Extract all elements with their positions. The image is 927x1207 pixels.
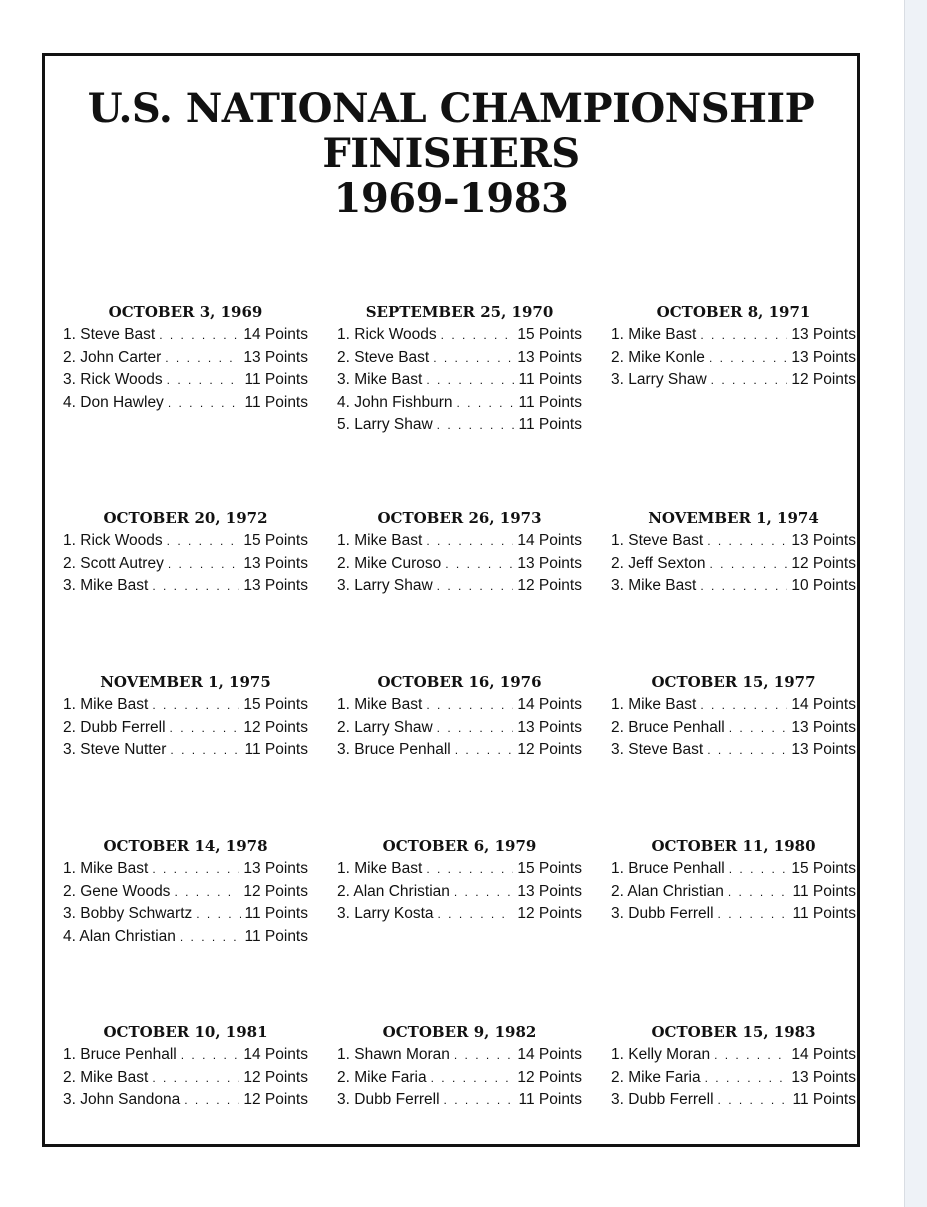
dot-leader — [152, 859, 239, 881]
finisher-row — [63, 530, 308, 553]
championship-block — [337, 302, 582, 437]
finisher-name: Mike Bast — [628, 326, 697, 343]
finisher-place: 2. — [337, 882, 350, 900]
finisher-points: 15 Points — [517, 860, 582, 877]
finisher-points: 12 Points — [517, 1068, 582, 1086]
dot-leader — [426, 370, 514, 392]
championship-date: OCTOBER 26, 1973 — [377, 509, 542, 527]
finisher-points: 11 Points — [518, 1091, 582, 1108]
dot-leader — [433, 348, 513, 370]
finisher-row — [337, 392, 582, 415]
finisher-name: Mike Bast — [354, 860, 423, 877]
finisher-row — [63, 739, 308, 762]
finisher-points: 13 Points — [517, 554, 582, 572]
finisher-row — [337, 1089, 582, 1112]
finisher-name: Bruce Penhall — [80, 1046, 177, 1063]
dot-leader — [437, 415, 515, 437]
finisher-name: John Carter — [80, 348, 162, 366]
finisher-place: 3. — [337, 905, 350, 922]
finisher-name: Mike Bast — [354, 696, 423, 713]
finisher-place: 3. — [63, 905, 76, 922]
finisher-points: 14 Points — [243, 326, 308, 343]
dot-leader — [181, 1045, 240, 1067]
finisher-row — [611, 1044, 856, 1067]
finisher-name: Steve Bast — [628, 532, 704, 549]
finisher-points: 14 Points — [517, 696, 582, 713]
finisher-name: Mike Faria — [628, 1068, 701, 1086]
finisher-row — [611, 739, 856, 762]
page-title: U.S. NATIONAL CHAMPIONSHIP — [87, 85, 815, 132]
finisher-points: 12 Points — [243, 882, 308, 900]
finisher-name: Alan Christian — [627, 882, 724, 900]
dot-leader — [444, 1090, 515, 1112]
dot-leader — [441, 325, 514, 347]
dot-leader — [167, 531, 240, 553]
finisher-place: 3. — [611, 1091, 624, 1108]
finisher-name: Dubb Ferrell — [628, 1091, 714, 1108]
finisher-name: Larry Shaw — [354, 577, 433, 594]
finisher-name: Bruce Penhall — [628, 860, 725, 877]
championship-block — [337, 836, 582, 926]
dot-leader — [709, 348, 787, 370]
dot-leader — [168, 554, 240, 576]
championship-date: OCTOBER 10, 1981 — [103, 1023, 268, 1041]
finisher-name: Mike Faria — [354, 1068, 427, 1086]
finisher-row — [337, 324, 582, 347]
dot-leader — [165, 348, 239, 370]
finisher-points: 14 Points — [243, 1046, 308, 1063]
championship-date: OCTOBER 11, 1980 — [651, 837, 816, 855]
finisher-place: 2. — [63, 718, 76, 736]
championship-block — [63, 836, 308, 948]
finisher-row — [337, 1044, 582, 1067]
finisher-row — [337, 858, 582, 881]
finisher-points: 12 Points — [791, 371, 856, 388]
finisher-name: Rick Woods — [80, 371, 163, 388]
finisher-place: 2. — [337, 348, 350, 366]
dot-leader — [196, 904, 240, 926]
finisher-row — [337, 575, 582, 598]
finisher-name: Scott Autrey — [80, 554, 164, 572]
finisher-points: 13 Points — [791, 326, 856, 343]
finisher-name: Mike Bast — [80, 577, 149, 594]
dot-leader — [718, 1090, 789, 1112]
championship-date: NOVEMBER 1, 1974 — [648, 509, 819, 527]
finisher-name: Larry Shaw — [628, 371, 707, 388]
finisher-name: Shawn Moran — [354, 1046, 450, 1063]
finisher-place: 3. — [337, 371, 350, 388]
finisher-place: 5. — [337, 416, 350, 433]
finisher-row — [611, 369, 856, 392]
dot-leader — [711, 370, 788, 392]
finisher-name: Bobby Schwartz — [80, 905, 193, 922]
finisher-name: Steve Bast — [80, 326, 156, 343]
dot-leader — [455, 740, 514, 762]
finisher-place: 2. — [611, 554, 624, 572]
finisher-place: 1. — [63, 532, 76, 549]
finisher-place: 2. — [611, 348, 624, 366]
finisher-points: 11 Points — [518, 393, 582, 411]
finisher-row — [611, 903, 856, 926]
dot-leader — [168, 393, 241, 415]
page-edge — [904, 0, 927, 1207]
finisher-place: 1. — [611, 860, 624, 877]
dot-leader — [431, 1068, 514, 1090]
finisher-place: 4. — [63, 393, 76, 411]
finisher-name: John Fishburn — [354, 393, 453, 411]
finisher-row — [337, 530, 582, 553]
finisher-name: Jeff Sexton — [628, 554, 706, 572]
finisher-row — [63, 881, 308, 904]
finisher-place: 1. — [63, 1046, 76, 1063]
finisher-row — [63, 694, 308, 717]
championship-date: OCTOBER 8, 1971 — [656, 303, 811, 321]
finisher-name: Larry Shaw — [354, 718, 433, 736]
finisher-name: Dubb Ferrell — [354, 1091, 440, 1108]
finisher-row — [63, 324, 308, 347]
finisher-place: 1. — [337, 696, 350, 713]
dot-leader — [426, 859, 513, 881]
finisher-name: John Sandona — [80, 1091, 181, 1108]
finisher-place: 1. — [611, 326, 624, 343]
finisher-name: Bruce Penhall — [354, 741, 451, 758]
finisher-points: 12 Points — [517, 577, 582, 594]
finisher-points: 13 Points — [791, 532, 856, 549]
finisher-place: 3. — [611, 741, 624, 758]
finisher-points: 15 Points — [791, 860, 856, 877]
finisher-row — [337, 347, 582, 370]
finisher-place: 2. — [611, 718, 624, 736]
dot-leader — [700, 695, 787, 717]
dot-leader — [718, 904, 789, 926]
dot-leader — [707, 740, 787, 762]
finisher-place: 3. — [611, 371, 624, 388]
championship-date: OCTOBER 15, 1977 — [651, 673, 816, 691]
dot-leader — [728, 882, 789, 904]
championship-block — [611, 508, 856, 598]
finisher-place: 2. — [63, 554, 76, 572]
dot-leader — [152, 1068, 239, 1090]
finisher-row — [63, 903, 308, 926]
finisher-row — [63, 717, 308, 740]
finisher-points: 13 Points — [791, 741, 856, 758]
dot-leader — [184, 1090, 239, 1112]
dot-leader — [167, 370, 241, 392]
finisher-row — [63, 926, 308, 949]
finisher-place: 4. — [63, 927, 76, 945]
finisher-points: 13 Points — [517, 882, 582, 900]
finisher-name: Don Hawley — [80, 393, 164, 411]
finisher-points: 11 Points — [244, 393, 308, 411]
championship-block — [63, 508, 308, 598]
finisher-row — [63, 553, 308, 576]
dot-leader — [454, 882, 513, 904]
finisher-name: Rick Woods — [354, 326, 437, 343]
finisher-row — [337, 1067, 582, 1090]
championship-date: OCTOBER 16, 1976 — [377, 673, 542, 691]
finisher-points: 11 Points — [518, 416, 582, 433]
page-title-years: 1969-1983 — [333, 175, 569, 222]
finisher-points: 13 Points — [243, 554, 308, 572]
finisher-points: 11 Points — [244, 741, 308, 758]
finisher-row — [337, 739, 582, 762]
championship-date: OCTOBER 9, 1982 — [382, 1023, 537, 1041]
finisher-row — [611, 1089, 856, 1112]
dot-leader — [170, 718, 240, 740]
finisher-row — [611, 553, 856, 576]
finisher-place: 2. — [63, 882, 76, 900]
finisher-place: 1. — [611, 696, 624, 713]
dot-leader — [159, 325, 239, 347]
championship-block — [611, 836, 856, 926]
championship-date: OCTOBER 15, 1983 — [651, 1023, 816, 1041]
page-frame — [42, 53, 860, 1147]
finisher-name: Gene Woods — [80, 882, 171, 900]
dot-leader — [700, 576, 787, 598]
dot-leader — [180, 927, 241, 949]
finisher-name: Steve Bast — [354, 348, 430, 366]
finisher-place: 3. — [337, 741, 350, 758]
finisher-name: Steve Nutter — [80, 741, 167, 758]
dot-leader — [152, 695, 239, 717]
championship-block — [337, 1022, 582, 1112]
finisher-row — [63, 392, 308, 415]
finisher-points: 11 Points — [792, 905, 856, 922]
finisher-points: 11 Points — [518, 371, 582, 388]
finisher-row — [337, 553, 582, 576]
championship-date: OCTOBER 6, 1979 — [382, 837, 537, 855]
finisher-points: 11 Points — [244, 905, 308, 922]
finisher-place: 3. — [63, 371, 76, 388]
finisher-place: 3. — [63, 577, 76, 594]
finisher-place: 3. — [337, 1091, 350, 1108]
championship-date: OCTOBER 14, 1978 — [103, 837, 268, 855]
finisher-row — [611, 858, 856, 881]
dot-leader — [152, 576, 239, 598]
finisher-name: Alan Christian — [79, 927, 176, 945]
finisher-name: Mike Bast — [354, 371, 423, 388]
dot-leader — [729, 859, 788, 881]
dot-leader — [174, 882, 239, 904]
championship-block — [611, 1022, 856, 1112]
dot-leader — [445, 554, 513, 576]
championship-block — [611, 672, 856, 762]
finisher-row — [337, 369, 582, 392]
finisher-place: 3. — [611, 577, 624, 594]
dot-leader — [700, 325, 787, 347]
finisher-points: 14 Points — [791, 696, 856, 713]
championship-block — [63, 302, 308, 414]
finisher-points: 14 Points — [517, 1046, 582, 1063]
finisher-place: 1. — [63, 696, 76, 713]
page-title-line2: FINISHERS — [322, 130, 580, 177]
finisher-name: Dubb Ferrell — [628, 905, 714, 922]
championship-block — [63, 1022, 308, 1112]
championship-block — [337, 508, 582, 598]
finisher-row — [611, 347, 856, 370]
finisher-points: 12 Points — [517, 741, 582, 758]
finisher-points: 13 Points — [791, 718, 856, 736]
dot-leader — [714, 1045, 787, 1067]
finisher-points: 12 Points — [243, 1068, 308, 1086]
dot-leader — [426, 531, 513, 553]
finisher-name: Alan Christian — [353, 882, 450, 900]
finisher-points: 12 Points — [517, 905, 582, 922]
finisher-place: 3. — [611, 905, 624, 922]
finisher-name: Mike Konle — [628, 348, 705, 366]
finisher-row — [611, 324, 856, 347]
finisher-place: 1. — [611, 532, 624, 549]
championship-date: OCTOBER 20, 1972 — [103, 509, 268, 527]
dot-leader — [426, 695, 513, 717]
finisher-row — [63, 575, 308, 598]
finisher-row — [611, 694, 856, 717]
finisher-place: 1. — [337, 1046, 350, 1063]
finisher-row — [63, 347, 308, 370]
dot-leader — [456, 393, 514, 415]
finisher-points: 12 Points — [243, 718, 308, 736]
finisher-points: 15 Points — [517, 326, 582, 343]
finisher-place: 1. — [63, 326, 76, 343]
finisher-points: 11 Points — [244, 371, 308, 388]
dot-leader — [437, 576, 514, 598]
finisher-name: Kelly Moran — [628, 1046, 711, 1063]
finisher-row — [63, 1044, 308, 1067]
finisher-points: 13 Points — [243, 577, 308, 594]
finisher-points: 13 Points — [243, 348, 308, 366]
finisher-place: 4. — [337, 393, 350, 411]
finisher-row — [611, 717, 856, 740]
finisher-name: Mike Bast — [80, 1068, 149, 1086]
finisher-row — [337, 903, 582, 926]
finisher-row — [611, 1067, 856, 1090]
finisher-row — [337, 881, 582, 904]
dot-leader — [705, 1068, 788, 1090]
finisher-points: 11 Points — [792, 882, 856, 900]
finisher-row — [337, 717, 582, 740]
dot-leader — [454, 1045, 513, 1067]
finisher-row — [63, 1089, 308, 1112]
finisher-points: 13 Points — [791, 1068, 856, 1086]
finisher-place: 3. — [337, 577, 350, 594]
finisher-points: 14 Points — [791, 1046, 856, 1063]
finisher-name: Steve Bast — [628, 741, 704, 758]
finisher-name: Mike Bast — [80, 696, 149, 713]
dot-leader — [710, 554, 788, 576]
finisher-place: 1. — [63, 860, 76, 877]
finisher-points: 11 Points — [244, 927, 308, 945]
finisher-place: 1. — [337, 326, 350, 343]
finisher-place: 2. — [337, 1068, 350, 1086]
finisher-place: 2. — [337, 718, 350, 736]
finisher-name: Rick Woods — [80, 532, 163, 549]
championship-date: NOVEMBER 1, 1975 — [100, 673, 271, 691]
championship-block — [63, 672, 308, 762]
finisher-place: 1. — [611, 1046, 624, 1063]
dot-leader — [437, 718, 514, 740]
finisher-name: Larry Kosta — [354, 905, 434, 922]
finisher-name: Larry Shaw — [354, 416, 433, 433]
finisher-points: 13 Points — [517, 718, 582, 736]
finisher-points: 11 Points — [792, 1091, 856, 1108]
finisher-name: Mike Bast — [80, 860, 149, 877]
championship-date: SEPTEMBER 25, 1970 — [365, 303, 554, 321]
finisher-place: 2. — [611, 1068, 624, 1086]
finisher-row — [63, 1067, 308, 1090]
finisher-place: 2. — [63, 348, 76, 366]
championship-block — [337, 672, 582, 762]
finisher-points: 15 Points — [243, 696, 308, 713]
finisher-points: 13 Points — [791, 348, 856, 366]
finisher-place: 2. — [337, 554, 350, 572]
finisher-row — [337, 694, 582, 717]
finisher-place: 3. — [63, 1091, 76, 1108]
finisher-place: 1. — [337, 532, 350, 549]
dot-leader — [729, 718, 788, 740]
finisher-points: 13 Points — [243, 860, 308, 877]
finisher-row — [63, 858, 308, 881]
finisher-place: 1. — [337, 860, 350, 877]
dot-leader — [170, 740, 240, 762]
finisher-row — [337, 414, 582, 437]
finisher-name: Mike Bast — [628, 696, 697, 713]
finisher-points: 14 Points — [517, 532, 582, 549]
championship-date: OCTOBER 3, 1969 — [108, 303, 263, 321]
finisher-points: 13 Points — [517, 348, 582, 366]
finisher-row — [611, 881, 856, 904]
dot-leader — [438, 904, 514, 926]
finisher-name: Bruce Penhall — [628, 718, 725, 736]
finisher-points: 12 Points — [243, 1091, 308, 1108]
finisher-points: 12 Points — [791, 554, 856, 572]
finisher-name: Mike Bast — [628, 577, 697, 594]
dot-leader — [707, 531, 787, 553]
finisher-name: Mike Bast — [354, 532, 423, 549]
finisher-row — [611, 530, 856, 553]
finisher-name: Mike Curoso — [354, 554, 442, 572]
finisher-name: Dubb Ferrell — [80, 718, 166, 736]
finisher-place: 2. — [63, 1068, 76, 1086]
finisher-points: 10 Points — [791, 577, 856, 594]
finisher-points: 15 Points — [243, 532, 308, 549]
finisher-row — [611, 575, 856, 598]
finisher-place: 3. — [63, 741, 76, 758]
championship-block — [611, 302, 856, 392]
finisher-place: 2. — [611, 882, 624, 900]
finisher-row — [63, 369, 308, 392]
